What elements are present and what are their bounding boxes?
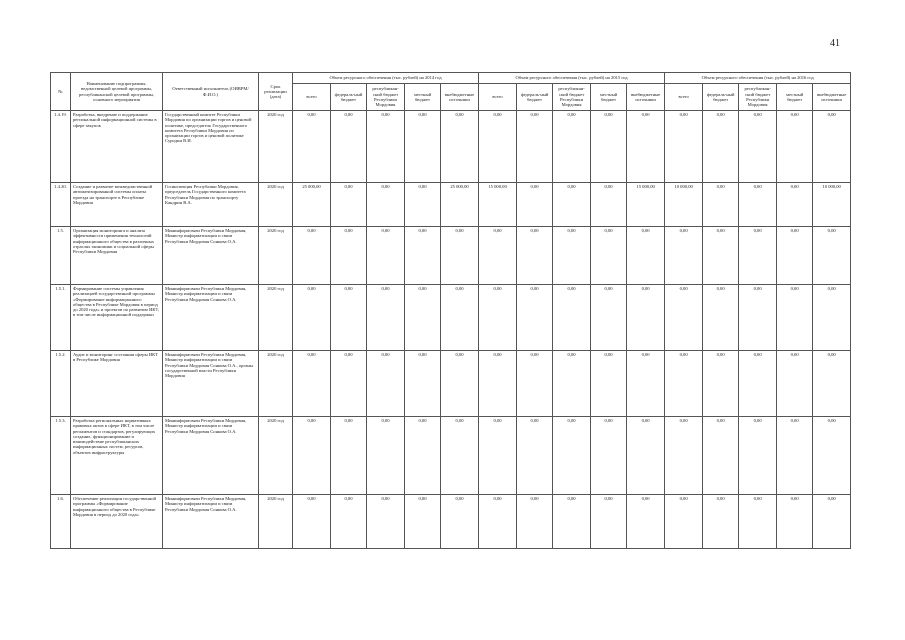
- value-cell: 0,00: [441, 227, 479, 285]
- value-cell: 0,00: [331, 495, 367, 549]
- value-cell: 0,00: [441, 417, 479, 495]
- value-cell: 0,00: [517, 183, 553, 227]
- header-executor: Ответственный исполнитель (ОИВРМ/Ф.И.О.): [163, 73, 259, 111]
- row-term: 2020 год: [259, 351, 293, 417]
- subheader-cell: федераль-ный бюджет: [703, 84, 739, 111]
- value-cell: 0,00: [813, 351, 851, 417]
- value-cell: 0,00: [331, 111, 367, 183]
- value-cell: 0,00: [591, 227, 627, 285]
- row-executor: Госинспекция Республики Мордовия, председатель Государственного комитета Республики Мордовия по транспорту Кандрин В.А.: [163, 183, 259, 227]
- value-cell: 0,00: [517, 227, 553, 285]
- subheader-cell: внебюджетные источники: [627, 84, 665, 111]
- value-cell: 0,00: [441, 351, 479, 417]
- value-cell: 0,00: [703, 495, 739, 549]
- header-group-2014: Объем ресурсного обеспечения (тыс. рублей) на 2014 год: [293, 73, 479, 84]
- value-cell: 0,00: [591, 495, 627, 549]
- header-term: Срок реализации (дата): [259, 73, 293, 111]
- row-term: 2020 год: [259, 227, 293, 285]
- value-cell: 0,00: [517, 111, 553, 183]
- row-term: 2020 год: [259, 183, 293, 227]
- value-cell: 0,00: [777, 183, 813, 227]
- value-cell: 0,00: [813, 495, 851, 549]
- row-name: Аудит и мониторинг состояния сферы ИКТ в Республике Мордовия: [71, 351, 163, 417]
- value-cell: 25 000,00: [293, 183, 331, 227]
- value-cell: 0,00: [777, 351, 813, 417]
- value-cell: 0,00: [739, 417, 777, 495]
- value-cell: 0,00: [293, 111, 331, 183]
- value-cell: 0,00: [517, 495, 553, 549]
- value-cell: 0,00: [405, 495, 441, 549]
- row-name: Разработка, внедрение и поддержание региональной информационной системы в сфере закупок: [71, 111, 163, 183]
- value-cell: 0,00: [405, 417, 441, 495]
- value-cell: 0,00: [517, 417, 553, 495]
- row-name: Формирование системы управления реализацией государственной программы «Формирование информационного общества в Республике Мордовия в период до 2020 года» и проектов по развитию ИКТ, в том числе информационной поддержки: [71, 285, 163, 351]
- header-name: Наименование подпрограммы, ведомственной целевой программы, республиканской целевой программы, основного мероприятия: [71, 73, 163, 111]
- subheader-cell: всего: [293, 84, 331, 111]
- value-cell: 0,00: [479, 417, 517, 495]
- header-group-2016: Объем ресурсного обеспечения (тыс. рублей) на 2016 год: [665, 73, 851, 84]
- row-executor: Мининформсвязи Республики Мордовия, Министр информатизации и связи Республики Мордовия Сонкова О.А.: [163, 495, 259, 549]
- value-cell: 0,00: [703, 285, 739, 351]
- value-cell: 0,00: [553, 227, 591, 285]
- value-cell: 0,00: [441, 495, 479, 549]
- value-cell: 0,00: [627, 495, 665, 549]
- value-cell: 0,00: [739, 183, 777, 227]
- value-cell: 0,00: [441, 285, 479, 351]
- subheader-cell: местный бюджет: [777, 84, 813, 111]
- subheader-cell: местный бюджет: [591, 84, 627, 111]
- value-cell: 0,00: [703, 351, 739, 417]
- resource-table: [50, 72, 851, 549]
- value-cell: 0,00: [367, 183, 405, 227]
- value-cell: 15 000,00: [479, 183, 517, 227]
- header-no: №: [51, 73, 71, 111]
- value-cell: 0,00: [777, 111, 813, 183]
- value-cell: 0,00: [331, 417, 367, 495]
- value-cell: 0,00: [777, 285, 813, 351]
- subheader-cell: республикан-ский бюджет Республики Мордовия: [367, 84, 405, 111]
- table-row: [51, 285, 851, 351]
- value-cell: 0,00: [293, 351, 331, 417]
- subheader-cell: федераль-ный бюджет: [331, 84, 367, 111]
- value-cell: 0,00: [367, 111, 405, 183]
- row-name: Обеспечение реализации государственной программы «Формирование информационного общества в Республике Мордовия в период до 2020 года»: [71, 495, 163, 549]
- subheader-cell: республикан-ский бюджет Республики Мордовия: [553, 84, 591, 111]
- row-executor: Мининформсвязи Республики Мордовия, Министр информатизации и связи Республики Мордовия Сонкова О.А.: [163, 285, 259, 351]
- value-cell: 0,00: [405, 285, 441, 351]
- value-cell: 0,00: [739, 495, 777, 549]
- value-cell: 0,00: [777, 495, 813, 549]
- value-cell: 0,00: [517, 285, 553, 351]
- value-cell: 0,00: [591, 417, 627, 495]
- value-cell: 0,00: [627, 417, 665, 495]
- value-cell: 0,00: [777, 417, 813, 495]
- value-cell: 0,00: [479, 495, 517, 549]
- table-row: [51, 495, 851, 549]
- value-cell: 0,00: [665, 417, 703, 495]
- table-row: [51, 227, 851, 285]
- row-name: Создание и развитие межведомственной автоматизированной системы оплаты проезда на транспорте в Республике Мордовия: [71, 183, 163, 227]
- value-cell: 0,00: [367, 417, 405, 495]
- row-term: 2020 год: [259, 285, 293, 351]
- table-row: [51, 417, 851, 495]
- row-name: Организация мониторинга и анализа эффективности применения технологий информационного общества в различных отраслях экономики и социальной сферы Республики Мордовия: [71, 227, 163, 285]
- value-cell: 0,00: [627, 285, 665, 351]
- row-number: 1.4.19.: [51, 111, 71, 183]
- subheader-cell: внебюджетные источники: [441, 84, 479, 111]
- value-cell: 0,00: [739, 227, 777, 285]
- value-cell: 15 000,00: [627, 183, 665, 227]
- value-cell: 0,00: [405, 351, 441, 417]
- value-cell: 0,00: [627, 351, 665, 417]
- value-cell: 0,00: [665, 111, 703, 183]
- row-number: 1.5.: [51, 227, 71, 285]
- header-group-2015: Объем ресурсного обеспечения (тыс. рублей) на 2015 год: [479, 73, 665, 84]
- table-row: [51, 183, 851, 227]
- table-row: [51, 351, 851, 417]
- row-executor: Мининформсвязи Республики Мордовия, Министр информатизации и связи Республики Мордовия Сонкова О.А.: [163, 417, 259, 495]
- value-cell: 0,00: [479, 227, 517, 285]
- value-cell: 0,00: [553, 495, 591, 549]
- subheader-cell: федераль-ный бюджет: [517, 84, 553, 111]
- value-cell: 0,00: [479, 351, 517, 417]
- subheader-cell: внебюджетные источники: [813, 84, 851, 111]
- value-cell: 0,00: [293, 495, 331, 549]
- value-cell: 0,00: [703, 417, 739, 495]
- value-cell: 0,00: [367, 285, 405, 351]
- value-cell: 0,00: [553, 111, 591, 183]
- value-cell: 0,00: [553, 183, 591, 227]
- value-cell: 0,00: [813, 417, 851, 495]
- value-cell: 0,00: [367, 227, 405, 285]
- value-cell: 0,00: [703, 111, 739, 183]
- value-cell: 0,00: [739, 351, 777, 417]
- value-cell: 0,00: [517, 351, 553, 417]
- value-cell: 0,00: [739, 111, 777, 183]
- subheader-cell: всего: [665, 84, 703, 111]
- value-cell: 10 000,00: [813, 183, 851, 227]
- value-cell: 0,00: [553, 351, 591, 417]
- row-term: 2020 год: [259, 417, 293, 495]
- value-cell: 0,00: [293, 417, 331, 495]
- row-number: 1.5.3.: [51, 417, 71, 495]
- value-cell: 0,00: [665, 495, 703, 549]
- row-term: 2020 год: [259, 495, 293, 549]
- value-cell: 0,00: [293, 285, 331, 351]
- value-cell: 0,00: [405, 183, 441, 227]
- row-number: 1.4.20.: [51, 183, 71, 227]
- value-cell: 0,00: [591, 285, 627, 351]
- value-cell: 0,00: [331, 183, 367, 227]
- row-number: 1.5.1.: [51, 285, 71, 351]
- value-cell: 0,00: [627, 111, 665, 183]
- value-cell: 0,00: [553, 285, 591, 351]
- value-cell: 0,00: [703, 227, 739, 285]
- value-cell: 0,00: [813, 285, 851, 351]
- row-term: 2020 год: [259, 111, 293, 183]
- value-cell: 0,00: [703, 183, 739, 227]
- value-cell: 0,00: [479, 285, 517, 351]
- value-cell: 0,00: [367, 495, 405, 549]
- value-cell: 0,00: [331, 351, 367, 417]
- row-executor: Мининформсвязи Республики Мордовия, Министр информатизации и связи Республики Мордовия Сонкова О.А.: [163, 227, 259, 285]
- value-cell: 0,00: [331, 285, 367, 351]
- subheader-cell: всего: [479, 84, 517, 111]
- value-cell: 0,00: [553, 417, 591, 495]
- row-name: Разработка региональных нормативных правовых актов в сфере ИКТ, в том числе регламентов и стандартов, регулирующих создание, функционирование и взаимодействие республиканских информационных систем, ресурсов, объектов инфраструктуры: [71, 417, 163, 495]
- value-cell: 0,00: [813, 111, 851, 183]
- value-cell: 10 000,00: [665, 183, 703, 227]
- value-cell: 0,00: [591, 351, 627, 417]
- row-number: 1.6.: [51, 495, 71, 549]
- row-number: 1.5.2.: [51, 351, 71, 417]
- value-cell: 0,00: [405, 111, 441, 183]
- value-cell: 0,00: [441, 111, 479, 183]
- page-number: 41: [830, 38, 840, 49]
- row-executor: Мининформсвязи Республики Мордовия, Министр информатизации и связи Республики Мордовия Сонкова О.А., органы государственной власти Республики Мордовия: [163, 351, 259, 417]
- value-cell: 0,00: [405, 227, 441, 285]
- value-cell: 0,00: [813, 227, 851, 285]
- value-cell: 0,00: [665, 285, 703, 351]
- value-cell: 0,00: [739, 285, 777, 351]
- table-row: [51, 111, 851, 183]
- value-cell: 25 000,00: [441, 183, 479, 227]
- value-cell: 0,00: [665, 227, 703, 285]
- value-cell: 0,00: [367, 351, 405, 417]
- value-cell: 0,00: [293, 227, 331, 285]
- row-executor: Государственный комитет Республики Мордовия по организации торгов и ценовой политике, председатель Государственного комитета Республики Мордовия по организации торгов и ценовой политике Суродин В.И.: [163, 111, 259, 183]
- subheader-cell: местный бюджет: [405, 84, 441, 111]
- subheader-cell: республикан-ский бюджет Республики Мордовия: [739, 84, 777, 111]
- value-cell: 0,00: [665, 351, 703, 417]
- value-cell: 0,00: [479, 111, 517, 183]
- value-cell: 0,00: [777, 227, 813, 285]
- value-cell: 0,00: [591, 111, 627, 183]
- value-cell: 0,00: [591, 183, 627, 227]
- value-cell: 0,00: [331, 227, 367, 285]
- value-cell: 0,00: [627, 227, 665, 285]
